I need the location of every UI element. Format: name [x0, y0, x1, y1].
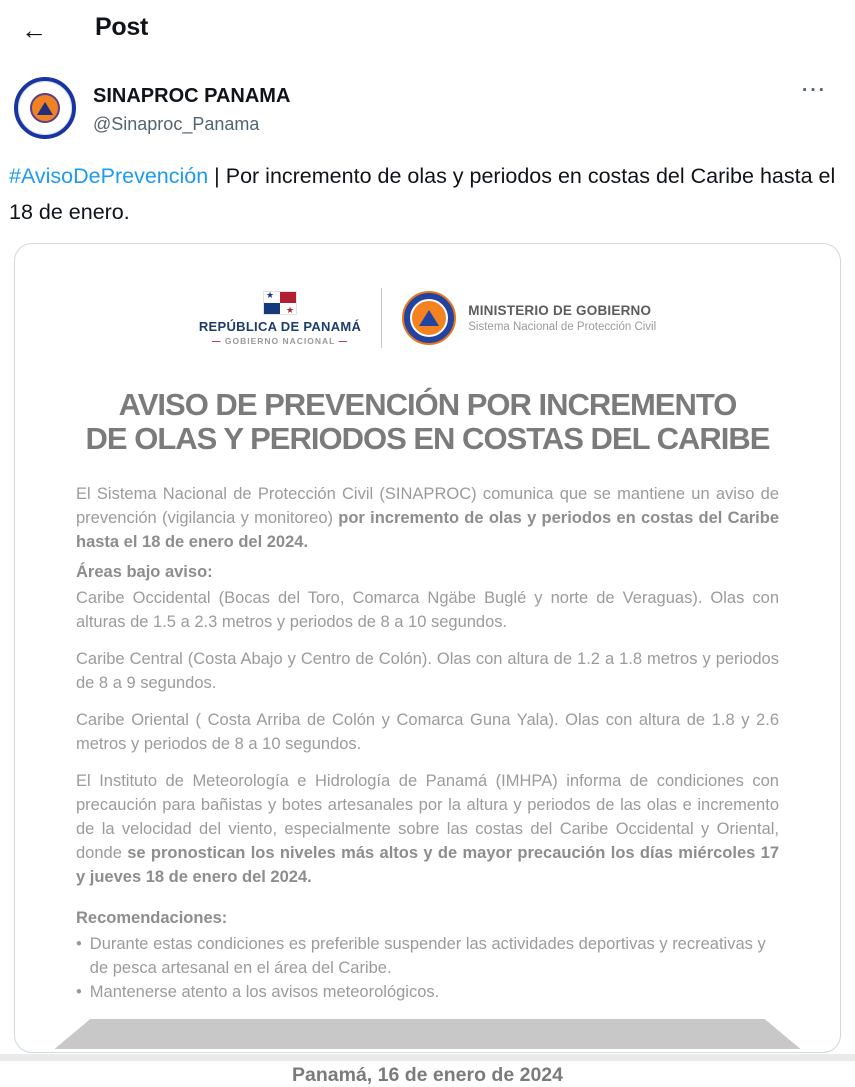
recommendation-item: • Mantenerse atento a los avisos meteorológicos. [76, 980, 779, 1004]
avatar[interactable] [14, 77, 76, 139]
page-title: Post [95, 13, 148, 41]
triangle-icon [37, 102, 53, 115]
recommendation-item: • Durante estas condiciones es preferible suspender las actividades deportivas y recreativas y de pesca artesanal en el área del Caribe. [76, 932, 779, 980]
flyer-date: Panamá, 16 de enero de 2024 [292, 1064, 563, 1086]
back-button[interactable] [16, 12, 52, 48]
proteccion-civil-logo-icon [402, 291, 456, 345]
tweet-text [9, 158, 839, 230]
ministry-subtitle: Sistema Nacional de Protección Civil [468, 321, 657, 333]
more-options-icon[interactable]: ··· [802, 80, 827, 101]
top-bar [0, 0, 855, 60]
gov-subtitle: — GOBIERNO NACIONAL — [211, 335, 349, 346]
flyer-title-line2: DE OLAS Y PERIODOS EN COSTAS DEL CARIBE [85, 421, 770, 456]
flyer-body [15, 456, 840, 1087]
tweet-text-body: | Por incremento de olas y periodos en costas del Caribe hasta el 18 de enero. [9, 164, 836, 224]
flyer-title [15, 388, 840, 456]
ministry-name: MINISTERIO DE GOBIERNO [468, 303, 652, 318]
flyer-title-line1: AVISO DE PREVENCIÓN POR INCREMENTO [118, 387, 737, 422]
sinaproc-logo-icon [30, 93, 60, 123]
area-occidental: Caribe Occidental (Bocas del Toro, Comarca Ngäbe Buglé y norte de Veraguas). Olas con alturas de 1.5 a 2.3 metros y periodos de 8 a 10 segundos. [76, 589, 779, 631]
area-central: Caribe Central (Costa Abajo y Centro de Colón). Olas con altura de 1.2 a 1.8 metros y periodos de 8 a 9 segundos. [76, 650, 779, 692]
header-divider [381, 288, 382, 348]
panama-flag-icon [263, 291, 297, 315]
flyer-paragraph-1: El Sistema Nacional de Protección Civil (SINAPROC) comunica que se mantiene un aviso de prevención (vigilancia y monitoreo) por incremento de olas y periodos en costas del Caribe hasta el 18 de enero del 2024. [76, 485, 780, 551]
bottom-strip [0, 1054, 855, 1061]
gov-logo [199, 291, 361, 346]
gov-name: REPÚBLICA DE PANAMÁ [198, 318, 362, 334]
ministry-block [402, 291, 656, 345]
flyer-header [15, 288, 840, 348]
bullet-icon: • [76, 935, 82, 953]
flyer-paragraph-2: El Instituto de Meteorología e Hidrología de Panamá (IMHPA) informa de condiciones con precaución para bañistas y botes artesanales por la altura y periodos de las olas e incremento de la velocidad del viento, especialmente sobre las costas del Caribe Occidental y Oriental, donde se pronostican los niveles más altos y de mayor precaución los días miércoles 17 y jueves 18 de enero del 2024. [76, 772, 780, 886]
recommendations-heading: Recomendaciones: [76, 909, 228, 927]
bullet-icon: • [76, 983, 82, 1001]
hashtag-link[interactable]: #AvisoDePrevención [9, 164, 209, 188]
author-handle[interactable]: @Sinaproc_Panama [93, 114, 260, 134]
author-name[interactable]: SINAPROC PANAMA [93, 85, 291, 107]
back-arrow-icon: ← [21, 14, 47, 45]
area-oriental: Caribe Oriental ( Costa Arriba de Colón y Comarca Guna Yala). Olas con altura de 1.8 y 2.6 metros y periodos de 8 a 10 segundos. [76, 711, 779, 753]
areas-heading: Áreas bajo aviso: [76, 563, 213, 581]
attached-image-card[interactable] [14, 243, 841, 1086]
flyer-footer-band [55, 1019, 801, 1049]
